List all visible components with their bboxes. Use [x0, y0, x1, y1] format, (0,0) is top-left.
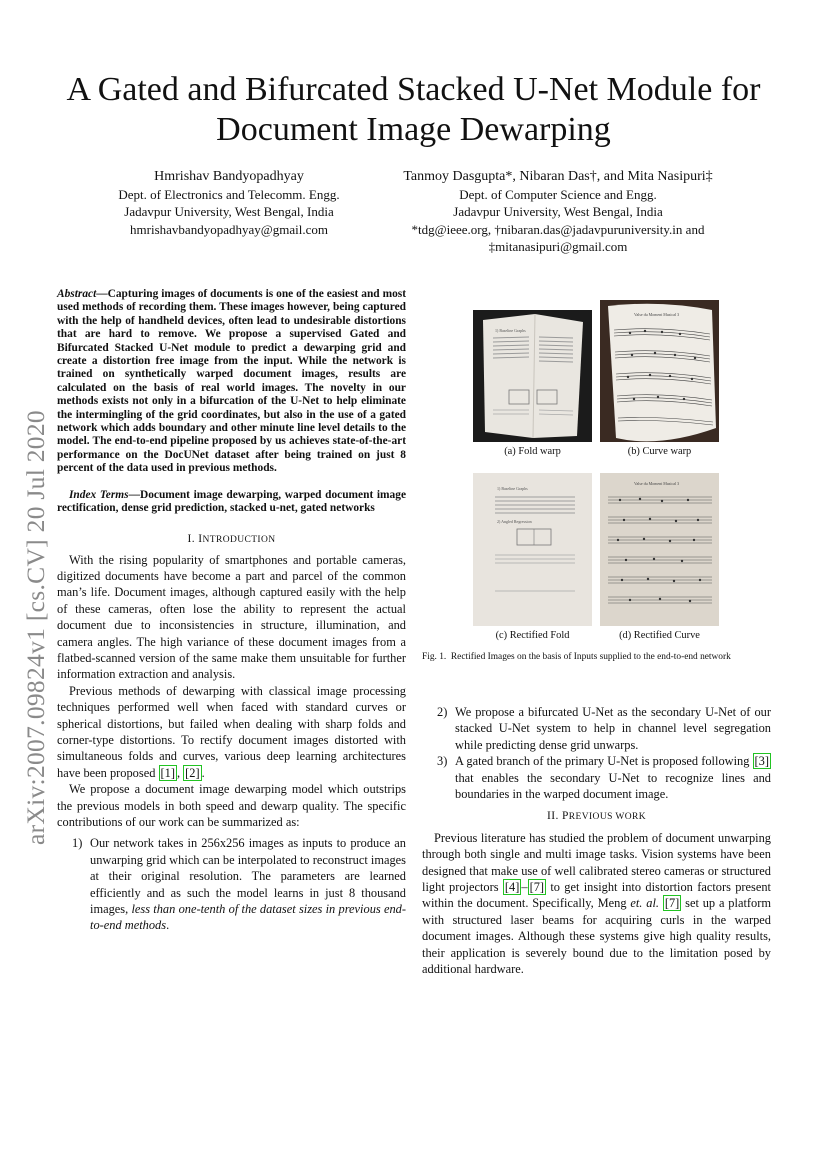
author-email: hmrishavbandyopadhyay@gmail.com — [130, 221, 328, 237]
section-number: II. — [546, 810, 562, 823]
left-column — [57, 288, 406, 934]
author-email-1: *tdg@ieee.org, †nibaran.das@jadavpuruniversity.in and — [411, 221, 705, 237]
citation-link[interactable]: [4] — [504, 880, 520, 895]
caption-a: (a) Fold warp — [504, 446, 561, 457]
title-line-2: Document Image Dewarping — [216, 111, 611, 148]
intro-paragraph-3: We propose a document image dewarping model which outstrips the previous models in both speed and dewarp quality. The specific contributions of our work can be summarized as: — [57, 782, 406, 829]
author-email-2: ‡mitanasipuri@gmail.com — [488, 239, 628, 254]
list-number: 2) — [437, 705, 448, 719]
author-name: Hmrishav Bandyopadhyay — [154, 169, 304, 184]
list-text-italic: less than one-tenth of the dataset sizes in previous end-to-end methods — [90, 902, 406, 933]
section-heading-previous-work — [422, 808, 771, 825]
contribution-item-2 — [422, 704, 771, 753]
list-number: 1) — [72, 836, 83, 851]
figure-image-rectified-fold — [473, 473, 592, 626]
doc-heading: 1) Baseline Graphs — [495, 328, 526, 333]
index-terms — [57, 489, 406, 516]
title-line-1: A Gated and Bifurcated Stacked U-Net Module for — [66, 71, 761, 108]
figure-image-rectified-curve — [600, 473, 719, 626]
para-text: set up a platform with structured laser beams for acquiring curls in the warped document images. Although these systems give high quality results, their application is severely bound due to the limitation posed by additional hardware. — [422, 896, 771, 977]
section-title-initial: I — [198, 532, 203, 545]
section-number: I. — [187, 532, 199, 545]
right-column — [422, 704, 771, 978]
section-title-rest: NTRODUCTION — [202, 534, 276, 545]
abstract — [57, 288, 406, 476]
citation-link[interactable]: [1] — [160, 765, 175, 780]
list-text: that enables the secondary U-Net to recognize lines and boundaries in the warped document image. — [455, 770, 771, 802]
para-italic: et. al. — [630, 896, 659, 911]
intro-paragraph-1: With the rising popularity of smartphones and portable cameras, digitized documents have become a part and parcel of the common man’s life. Document images, although captured easily with the help of these cameras, often lose the ability to represent the actual document due to inconsistencies in structure, illumination, and camera angles. The high variance of these document images from a flatbed-scanned version of the same make them unsuitable for further information extraction and analysis. — [57, 552, 406, 682]
para-text: , — [176, 765, 184, 780]
paper-title — [0, 70, 827, 150]
caption-d: (d) Rectified Curve — [619, 630, 700, 641]
author-block-right — [378, 168, 738, 256]
introduction-body — [57, 552, 406, 934]
contribution-item-1 — [57, 835, 406, 933]
section-title-initial: P — [562, 810, 569, 823]
caption-c: (c) Rectified Fold — [495, 630, 570, 641]
figure-image-curve-warp — [600, 300, 719, 442]
citation-link[interactable]: [2] — [185, 765, 200, 780]
para-text: to get insight into distortion factors present within the document. Specifically, Meng — [422, 880, 771, 911]
list-text: . — [166, 918, 170, 933]
author-names: Tanmoy Dasgupta*, Nibaran Das†, and Mita Nasipuri‡ — [403, 169, 713, 184]
music-title: Valse du Moment Musical 3 — [634, 481, 680, 486]
rectified-fold-photo — [473, 473, 592, 626]
para-text: – — [521, 880, 528, 895]
para-text: Previous methods of dewarping with classical image processing techniques performed well when faced with standard curves or spherical distortions, but failed when dealing with sharp folds and corner-type distortions. To rectify document images distorted with simultaneous folds and curves, various deep learning architectures have been proposed — [57, 683, 406, 780]
previous-work-paragraph — [422, 830, 771, 978]
list-text: A gated branch of the primary U-Net is proposed following — [455, 754, 753, 769]
abstract-text: —Capturing images of documents is one of the easiest and most used methods of recording them. These images however, being captured with the help of handheld devices, often lead to undesirable distortions that are hard to remove. We propose a supervised Gated and Bifurcated Stacked U-Net module to predict a dewarping grid and create a distortion free image from the input. While the network is trained on synthetically warped document images, results are calculated on the basis of real world images. The novelty in our methods exists not only in a bifurcation of the U-Net to help eliminate the intermingling of the grid coordinates, but also in the use of a gated network which adds boundary and other minute line level details to the model. The end-to-end pipeline proposed by us achieves state-of-the-art performance on the DocUNet dataset after being trained on just 8 percent of the data used in previous methods. — [57, 288, 406, 475]
curve-warp-photo — [600, 300, 719, 442]
author-dept: Dept. of Electronics and Telecomm. Engg. — [118, 186, 340, 202]
index-terms-text: —Document image dewarping, warped document image rectification, dense grid prediction, stacked u-net, gated networks — [57, 488, 406, 515]
figure-image-fold-warp — [473, 310, 592, 442]
list-number: 3) — [437, 754, 448, 769]
para-text: . — [201, 765, 205, 780]
section-heading-introduction — [57, 533, 406, 545]
figure-caption — [422, 651, 774, 663]
index-terms-label: Index Terms — [69, 488, 129, 501]
list-text: Our network takes in 256x256 images as inputs to produce an unwarping grid which can be interpolated to reconstruct images at their original resolution. The parameters are learned efficiently and as such the model learns in just 8 thousand images, — [90, 836, 406, 917]
author-block-left — [90, 168, 368, 238]
list-text: We propose a bifurcated U-Net as the secondary U-Net of our stacked U-Net system to help in channel level segregation while predicting dense grid unwarps. — [455, 705, 771, 752]
doc-heading: 1) Baseline Graphs — [497, 486, 528, 491]
music-title: Valse du Moment Musical 3 — [634, 312, 680, 317]
arxiv-stamp: arXiv:2007.09824v1 [cs.CV] 20 Jul 2020 — [21, 410, 50, 845]
figure-caption-text: Rectified Images on the basis of Inputs supplied to the end-to-end network — [450, 652, 731, 662]
abstract-label: Abstract — [57, 288, 97, 300]
doc-heading-2: 2) Angled Regression — [497, 519, 532, 524]
figure-label: Fig. 1. — [422, 652, 447, 662]
citation-link[interactable]: [7] — [664, 896, 680, 911]
section-title-rest: REVIOUS WORK — [568, 812, 646, 823]
fold-warp-photo — [473, 310, 592, 442]
citation-link[interactable]: [7] — [529, 880, 545, 895]
para-text: Previous literature has studied the problem of document unwarping through both single and multi image tasks. Vision systems have been designed that make use of well calibrated stereo cameras or structured light projectors — [422, 830, 771, 895]
citation-link[interactable]: [3] — [754, 754, 769, 769]
author-univ: Jadavpur University, West Bengal, India — [453, 204, 663, 219]
intro-paragraph-2 — [57, 683, 406, 781]
author-dept: Dept. of Computer Science and Engg. — [459, 186, 657, 202]
caption-b: (b) Curve warp — [627, 446, 692, 457]
author-univ: Jadavpur University, West Bengal, India — [124, 204, 334, 219]
contribution-item-3 — [422, 753, 771, 802]
rectified-curve-photo — [600, 473, 719, 626]
